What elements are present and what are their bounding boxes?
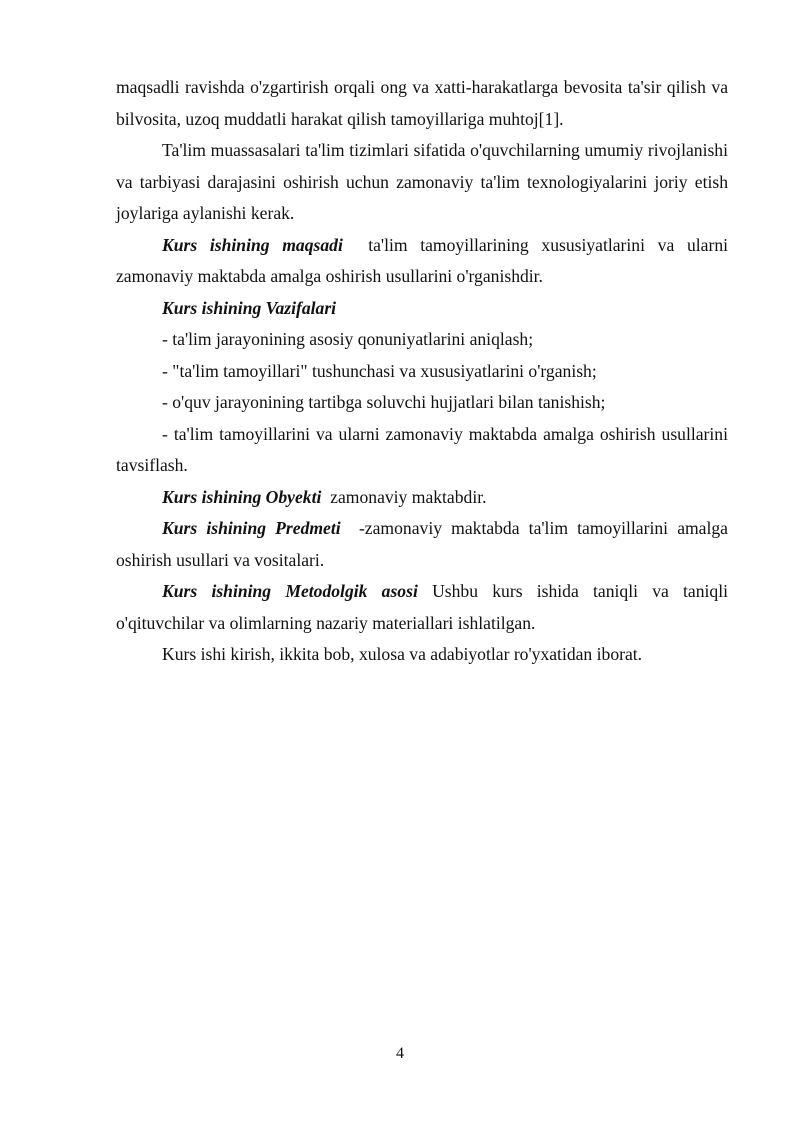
methodology-text: Ushbu kurs ishida taniqli va taniqli o'qituvchilar va olimlarning nazariy materiallari ishlatilgan. [116, 581, 733, 633]
page-body [116, 72, 733, 671]
task-item: - ta'lim tamoyillarini va ularni zamonaviy maktabda amalga oshirish usullarini tavsiflash. [116, 423, 728, 475]
paragraph-subject [116, 513, 733, 576]
task-item: - ta'lim jarayonining asosiy qonuniyatlarini aniqlash; [162, 329, 534, 349]
paragraph-structure: Kurs ishi kirish, ikkita bob, xulosa va adabiyotlar ro'yxatidan iborat. [162, 644, 643, 664]
paragraph-goal [116, 230, 733, 293]
goal-text: ta'lim tamoyillarining xususiyatlarini va ularni zamonaviy maktabda amalga oshirish usullarini o'rganishdir. [116, 234, 733, 286]
task-item: - o'quv jarayonining tartibga soluvchi hujjatlari bilan tanishish; [162, 392, 606, 412]
paragraph-intro: maqsadli ravishda o'zgartirish orqali ong va xatti-harakatlarga bevosita ta'sir qilish va bilvosita, uzoq muddatli harakat qilish tamoyillariga muhtoj[1]. [116, 77, 728, 129]
tasks-label: Kurs ishining Vazifalari [162, 297, 337, 318]
paragraph-tasks-heading [116, 293, 728, 325]
methodology-label: Kurs ishining Metodolgik asosi [162, 581, 418, 601]
paragraph-object [116, 482, 728, 514]
object-label: Kurs ishining Obyekti [162, 486, 322, 507]
goal-label: Kurs ishining maqsadi [162, 234, 343, 255]
paragraph-institutions: Ta'lim muassasalari ta'lim tizimlari sifatida o'quvchilarning umumiy rivojlanishi va tarbiyasi darajasini oshirish uchun zamonaviy ta'lim texnologiyalarini joriy etish joylariga aylanishi kerak. [116, 140, 728, 223]
subject-text: -zamonaviy maktabda ta'lim tamoyillarini amalga oshirish usullari va vositalari. [116, 518, 733, 570]
subject-label: Kurs ishining Predmeti [162, 518, 341, 538]
paragraph-methodology [116, 576, 733, 639]
task-item: - "ta'lim tamoyillari" tushunchasi va xususiyatlarini o'rganish; [162, 360, 597, 381]
object-text: zamonaviy maktabdir. [321, 486, 487, 507]
page-number: 4 [396, 1045, 404, 1062]
